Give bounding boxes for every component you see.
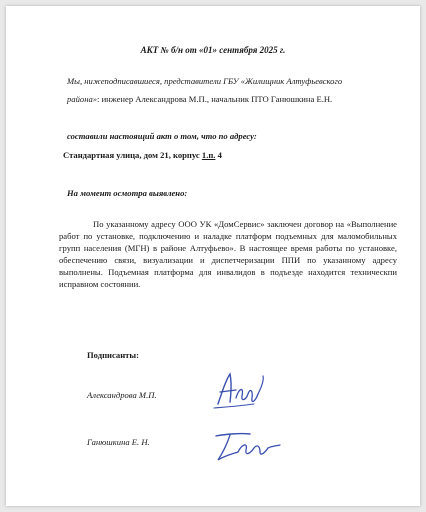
signatories-label: Подписанты: bbox=[87, 350, 139, 360]
document-page bbox=[6, 6, 420, 506]
address-tail: 4 bbox=[215, 150, 222, 160]
signer-1-name: Александрова М.П. bbox=[87, 390, 157, 400]
intro-line-2-rest: : инженер Александрова М.П., начальник ПТО Ганюшкина Е.Н. bbox=[97, 94, 333, 104]
address-underlined: 1.п. bbox=[201, 150, 216, 160]
signature-2 bbox=[210, 426, 282, 466]
found-heading: На момент осмотра выявлено: bbox=[67, 188, 188, 198]
address-line bbox=[63, 149, 222, 161]
body-text: По указанному адресу ООО УК «ДомСервис» заключен договор на «Выполнение работ по установке, подключению и наладке платформ подъемных для маломобильных групп населения (МГН) в районе Алтуфьево». В настоящее время работы по установке, обеспечению связи, визуализации и диспетчеризации ППИ по указанному адресу выполнены. Подъемная платформа для инвалидов в подъезде находится техническпи исправном состоянии. bbox=[59, 219, 397, 289]
signature-1 bbox=[206, 366, 272, 412]
act-title: АКТ № б/н от «01» сентября 2025 г. bbox=[140, 45, 286, 55]
signer-2-name: Ганюшкина Е. Н. bbox=[87, 437, 150, 447]
intro-line-1: Мы, нижеподписавшиеся, представители ГБУ «Жилищник Алтуфьевского bbox=[67, 76, 343, 86]
compiled-line: составили настоящий акт о том, что по адресу: bbox=[67, 131, 257, 141]
intro-line-2-italic: района» bbox=[67, 94, 98, 104]
body-paragraph bbox=[59, 219, 397, 290]
address-main: Стандартная улица, дом 21, корпус bbox=[63, 150, 202, 160]
intro-line-2 bbox=[67, 93, 332, 105]
